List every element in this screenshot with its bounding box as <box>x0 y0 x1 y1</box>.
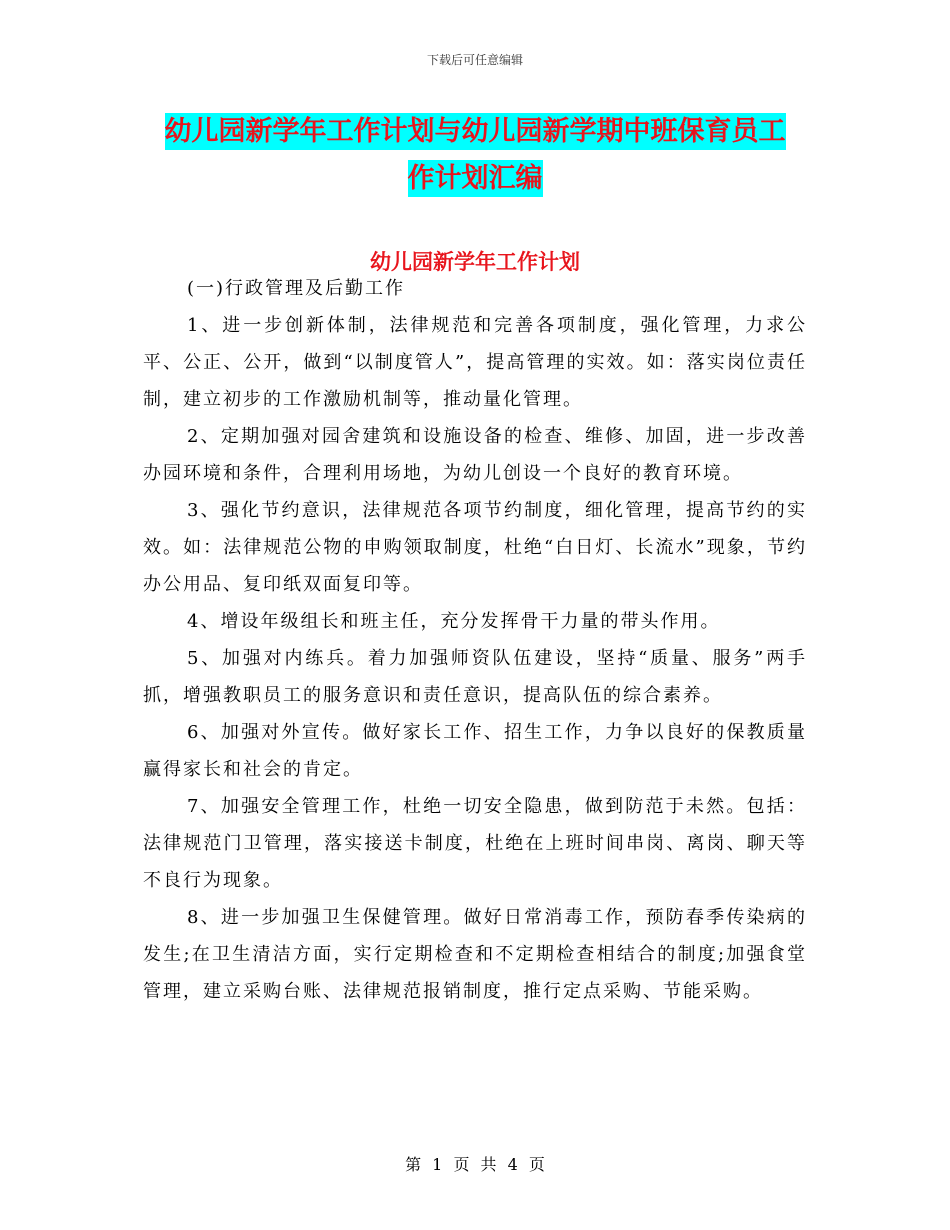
page-header-note: 下载后可任意编辑 <box>426 53 523 67</box>
section-title: 幼儿园新学年工作计划 <box>370 250 580 274</box>
document-title-line-1: 幼儿园新学年工作计划与幼儿园新学期中班保育员工 <box>165 113 786 150</box>
paragraph: 2、定期加强对园舍建筑和设施设备的检查、维修、加固，进一步改善办园环境和条件，合理利用场地，为幼儿创设一个良好的教育环境。 <box>143 426 807 484</box>
paragraph: 8、进一步加强卫生保健管理。做好日常消毒工作，预防春季传染病的发生;在卫生清洁方面，实行定期检查和不定期检查相结合的制度;加强食堂管理，建立采购台账、法律规范报销制度，推行定点采购、节能采购。 <box>143 907 807 1002</box>
page-number: 第 1 页 共 4 页 <box>405 1155 545 1174</box>
paragraph: 3、强化节约意识，法律规范各项节约制度，细化管理，提高节约的实效。如：法律规范公物的申购领取制度，杜绝“白日灯、长流水”现象，节约办公用品、复印纸双面复印等。 <box>143 500 807 595</box>
paragraph: 4、增设年级组长和班主任，充分发挥骨干力量的带头作用。 <box>187 611 721 632</box>
paragraph: 6、加强对外宣传。做好家长工作、招生工作，力争以良好的保教质量赢得家长和社会的肯定。 <box>143 722 807 780</box>
paragraph: 1、进一步创新体制，法律规范和完善各项制度，强化管理，力求公平、公正、公开，做到“以制度管人”，提高管理的实效。如：落实岗位责任制，建立初步的工作激励机制等，推动量化管理。 <box>143 315 807 410</box>
paragraph: 5、加强对内练兵。着力加强师资队伍建设，坚持“质量、服务”两手抓，增强教职员工的服务意识和责任意识，提高队伍的综合素养。 <box>143 648 807 706</box>
document-body <box>143 270 807 1010</box>
paragraph: 7、加强安全管理工作，杜绝一切安全隐患，做到防范于未然。包括：法律规范门卫管理，落实接送卡制度，杜绝在上班时间串岗、离岗、聊天等不良行为现象。 <box>143 796 807 891</box>
document-title-line-2: 作计划汇编 <box>408 160 543 197</box>
subsection-heading: (一)行政管理及后勤工作 <box>187 278 406 299</box>
document-title <box>110 108 840 202</box>
